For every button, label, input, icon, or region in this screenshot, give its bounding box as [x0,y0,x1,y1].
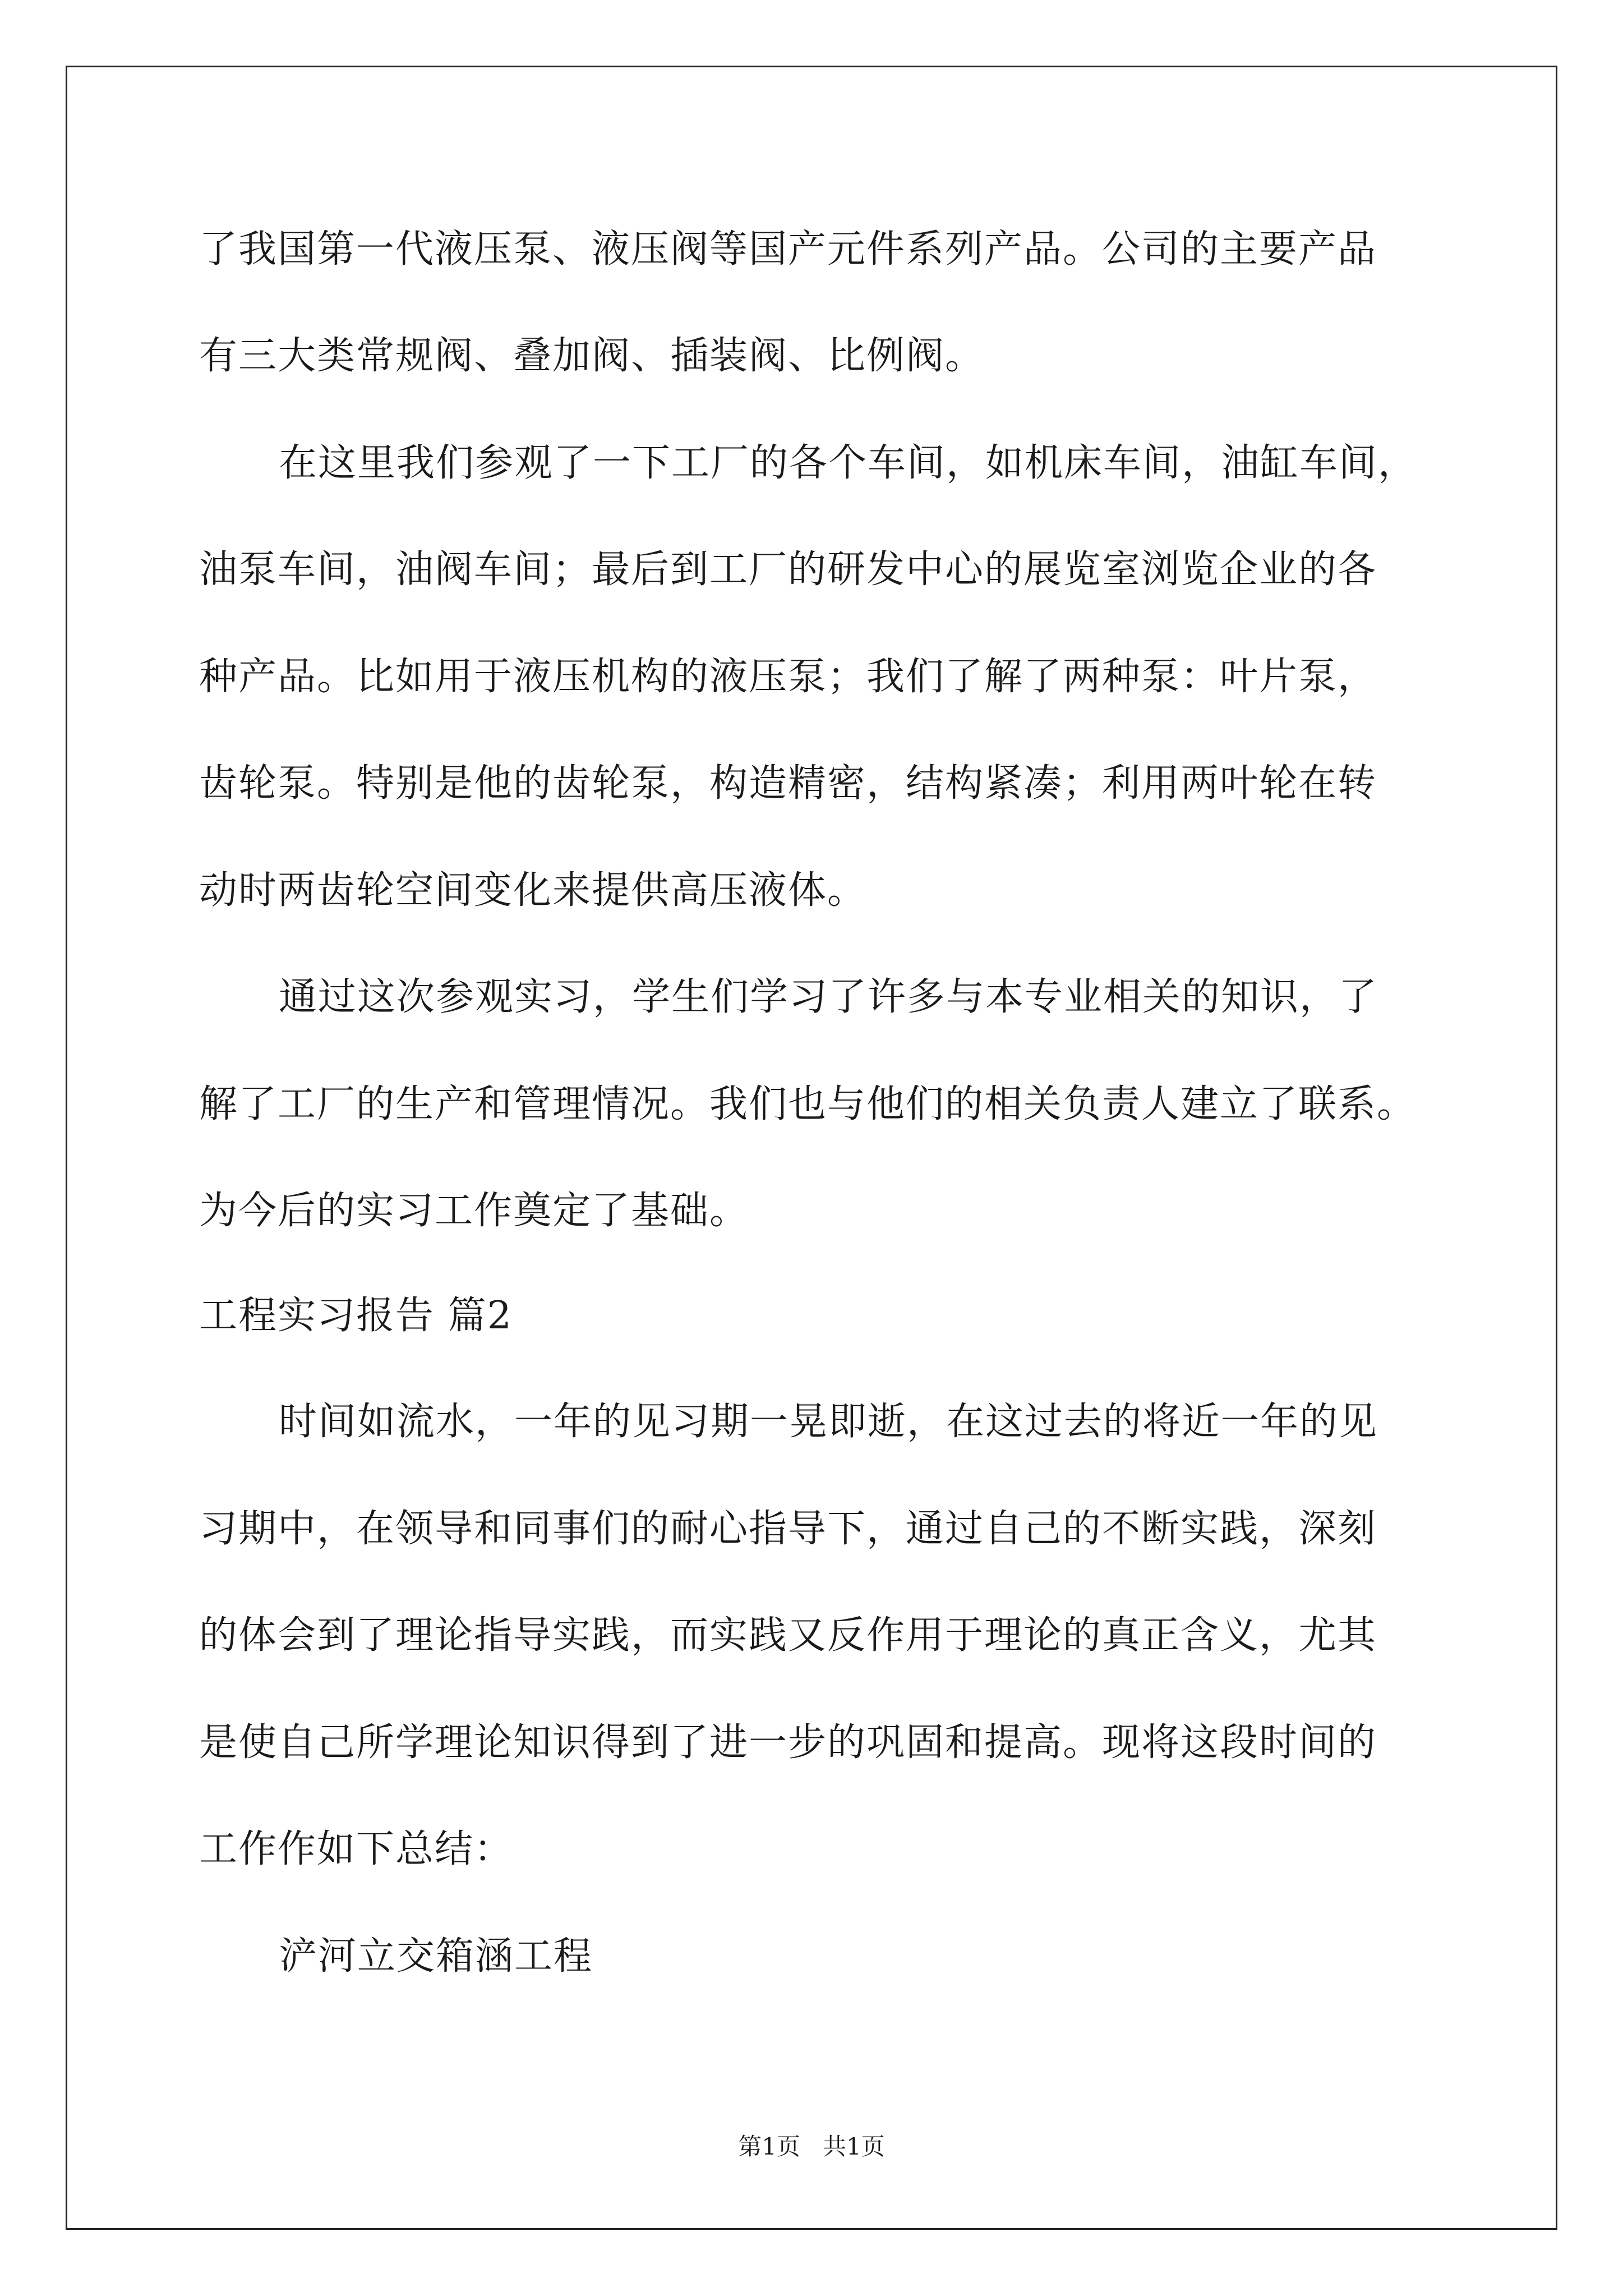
section-heading: 工程实习报告 篇2 [199,1294,513,1338]
text-line-9: 解了工厂的生产和管理情况。我们也与他们的相关负责人建立了联系。 [199,1082,1417,1126]
text-line-7: 动时两齿轮空间变化来提供高压液体。 [199,868,867,913]
text-line-6: 齿轮泵。特别是他的齿轮泵，构造精密，结构紧凑；利用两叶轮在转 [199,761,1377,806]
text-line-16: 浐河立交箱涵工程 [279,1934,593,1978]
text-line-4: 油泵车间，油阀车间；最后到工厂的研发中心的展览室浏览企业的各 [199,547,1377,592]
text-line-15: 工作作如下总结： [199,1827,514,1871]
text-line-3: 在这里我们参观了一下工厂的各个车间，如机床车间，油缸车间， [279,441,1418,485]
text-line-2: 有三大类常规阀、叠加阀、插装阀、比例阀。 [199,334,985,378]
text-line-11: 时间如流水，一年的见习期一晃即逝，在这过去的将近一年的见 [279,1400,1378,1444]
text-line-1: 了我国第一代液压泵、液压阀等国产元件系列产品。公司的主要产品 [199,227,1377,272]
text-line-5: 种产品。比如用于液压机构的液压泵；我们了解了两种泵：叶片泵， [199,655,1377,699]
text-line-8: 通过这次参观实习，学生们学习了许多与本专业相关的知识，了 [279,975,1378,1019]
text-line-13: 的体会到了理论指导实践，而实践又反作用于理论的真正含义，尤其 [199,1613,1377,1658]
text-line-10: 为今后的实习工作奠定了基础。 [199,1189,749,1233]
text-line-14: 是使自己所学理论知识得到了进一步的巩固和提高。现将这段时间的 [199,1720,1377,1765]
page-border [66,66,1557,2230]
text-line-12: 习期中，在领导和同事们的耐心指导下，通过自己的不断实践，深刻 [199,1507,1377,1551]
page-footer: 第1页 共1页 [738,2133,885,2160]
